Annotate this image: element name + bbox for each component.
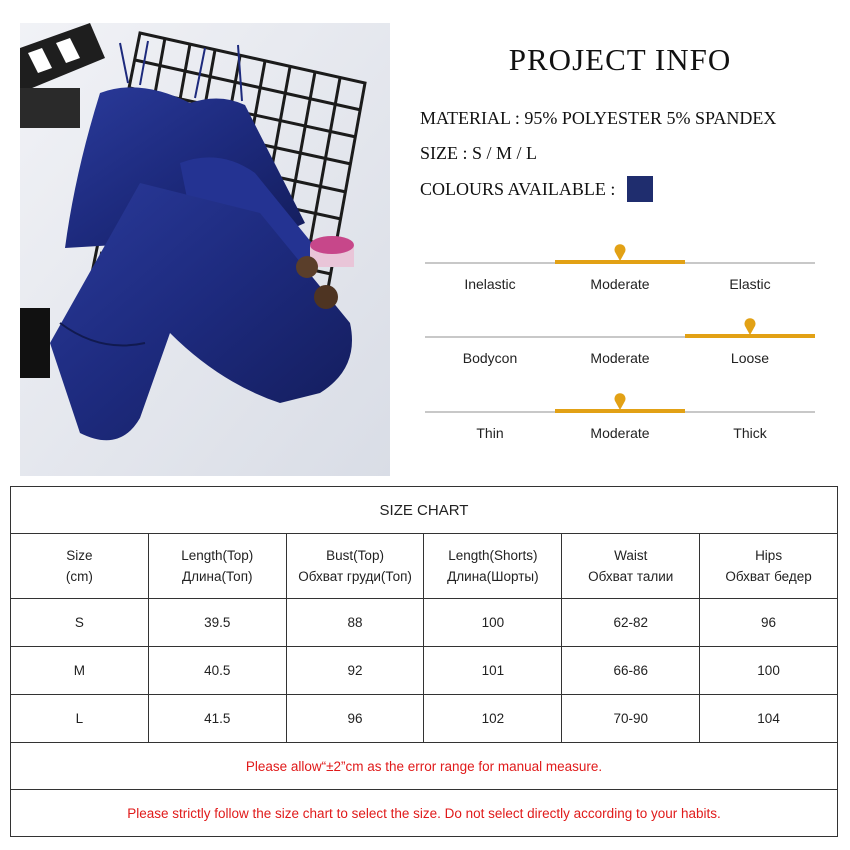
cell-size: L: [11, 695, 149, 743]
scale-label: Thin: [476, 425, 504, 441]
header-length-shorts: Length(Shorts) Длина(Шорты): [424, 534, 562, 599]
header-row: [11, 534, 838, 599]
pine-cone: [296, 256, 318, 278]
elasticity-scale: [425, 262, 815, 302]
material-text: MATERIAL : 95% POLYESTER 5% SPANDEX: [420, 108, 777, 128]
colours-row: [420, 176, 653, 202]
colour-swatch: [627, 176, 653, 202]
cell-hips: 100: [700, 647, 838, 695]
header-bust-top: Bust(Top) Обхват груди(Топ): [286, 534, 424, 599]
size-text: SIZE : S / M / L: [420, 143, 538, 163]
size-chart-table: [10, 486, 838, 837]
scale-label: Loose: [730, 350, 770, 366]
cell-waist: 66-86: [562, 647, 700, 695]
cell-bust-top: 96: [286, 695, 424, 743]
fit-scale: [425, 336, 815, 376]
size-chart-title: SIZE CHART: [11, 487, 838, 534]
scale-label: Elastic: [729, 276, 771, 292]
cell-length-shorts: 100: [424, 599, 562, 647]
scale-label: Bodycon: [462, 350, 518, 366]
table-row: [11, 695, 838, 743]
cell-length-top: 40.5: [148, 647, 286, 695]
header-waist: Waist Обхват талии: [562, 534, 700, 599]
cell-length-top: 41.5: [148, 695, 286, 743]
scale-label: Thick: [733, 425, 767, 441]
marker-pin-icon: [743, 318, 757, 336]
cell-length-shorts: 102: [424, 695, 562, 743]
project-info-title: PROJECT INFO: [508, 42, 732, 77]
cell-length-shorts: 101: [424, 647, 562, 695]
cell-hips: 104: [700, 695, 838, 743]
scale-label: Moderate: [590, 425, 650, 441]
pine-cone: [314, 285, 338, 309]
measure-error-note: Please allow“±2”cm as the error range for manual measure.: [11, 743, 838, 790]
header-hips: Hips Обхват бедер: [700, 534, 838, 599]
cell-waist: 70-90: [562, 695, 700, 743]
cell-length-top: 39.5: [148, 599, 286, 647]
scale-label: Moderate: [590, 276, 650, 292]
product-photo: [20, 23, 390, 476]
size-selection-note: Please strictly follow the size chart to select the size. Do not select directly according to your habits.: [11, 790, 838, 837]
scale-label: Moderate: [590, 350, 650, 366]
scale-label: Inelastic: [464, 276, 516, 292]
cell-bust-top: 92: [286, 647, 424, 695]
colours-label: COLOURS AVAILABLE :: [420, 178, 616, 199]
cell-size: M: [11, 647, 149, 695]
header-size: Size (cm): [11, 534, 149, 599]
cell-hips: 96: [700, 599, 838, 647]
thickness-scale: [425, 411, 815, 451]
table-row: [11, 647, 838, 695]
header-length-top: Length(Top) Длина(Топ): [148, 534, 286, 599]
cell-bust-top: 88: [286, 599, 424, 647]
marker-pin-icon: [613, 393, 627, 411]
cell-size: S: [11, 599, 149, 647]
marker-pin-icon: [613, 244, 627, 262]
table-row: [11, 599, 838, 647]
cell-waist: 62-82: [562, 599, 700, 647]
phone: [20, 308, 50, 378]
